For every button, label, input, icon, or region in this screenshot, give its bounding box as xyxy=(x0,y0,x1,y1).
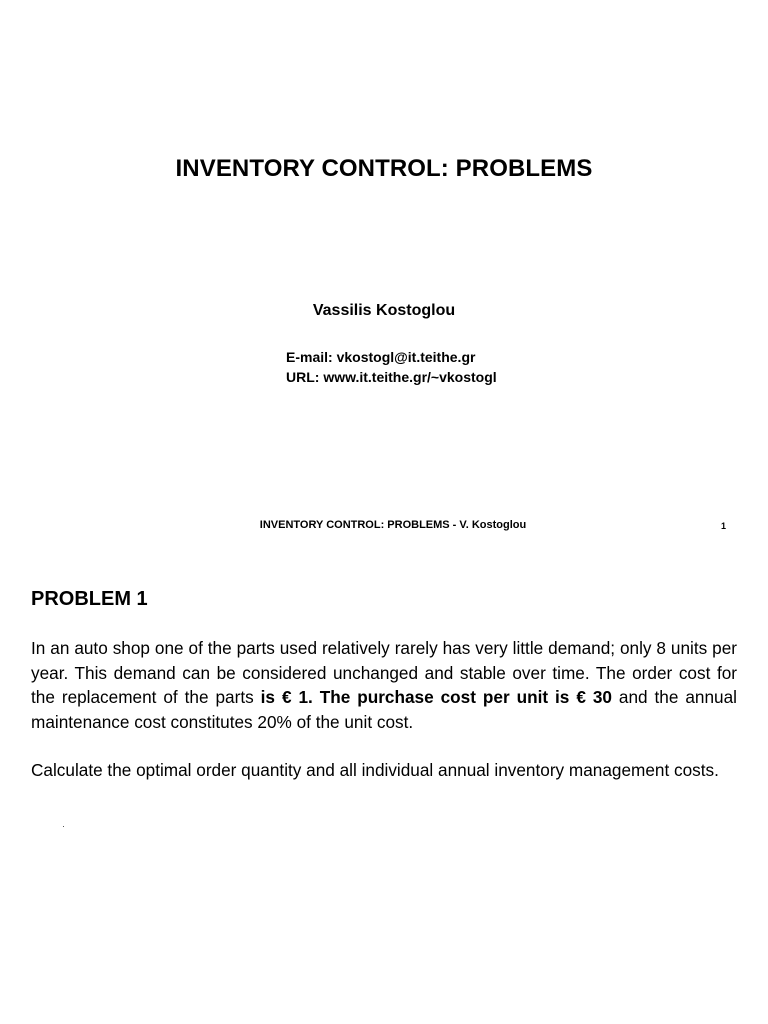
page-number: 1 xyxy=(721,521,727,531)
problem-task: Calculate the optimal order quantity and all individual annual inventory management costs. xyxy=(31,760,719,780)
page-title: INVENTORY CONTROL: PROBLEMS xyxy=(175,155,593,182)
author-name: Vassilis Kostoglou xyxy=(312,302,456,319)
problem-heading: PROBLEM 1 xyxy=(31,588,148,610)
author-url: URL: www.it.teithe.gr/~vkostogl xyxy=(286,369,497,385)
problem-statement xyxy=(31,636,737,734)
problem-statement-tail: and the annual maintenance cost constitutes 20% of the unit cost. xyxy=(31,687,737,732)
problem-statement-text: In an auto shop one of the parts used relatively rarely has very little demand; only 8 units per year. This demand can be considered unchanged and stable over time. The order cost for the replacement of the parts xyxy=(31,638,737,707)
page-footer: INVENTORY CONTROL: PROBLEMS - V. Kostoglou xyxy=(259,519,527,531)
author-email: E-mail: vkostogl@it.teithe.gr xyxy=(286,349,476,365)
scan-speck xyxy=(63,826,64,827)
problem-statement-costs: is € 1. The purchase cost per unit is € 30 xyxy=(260,687,612,707)
